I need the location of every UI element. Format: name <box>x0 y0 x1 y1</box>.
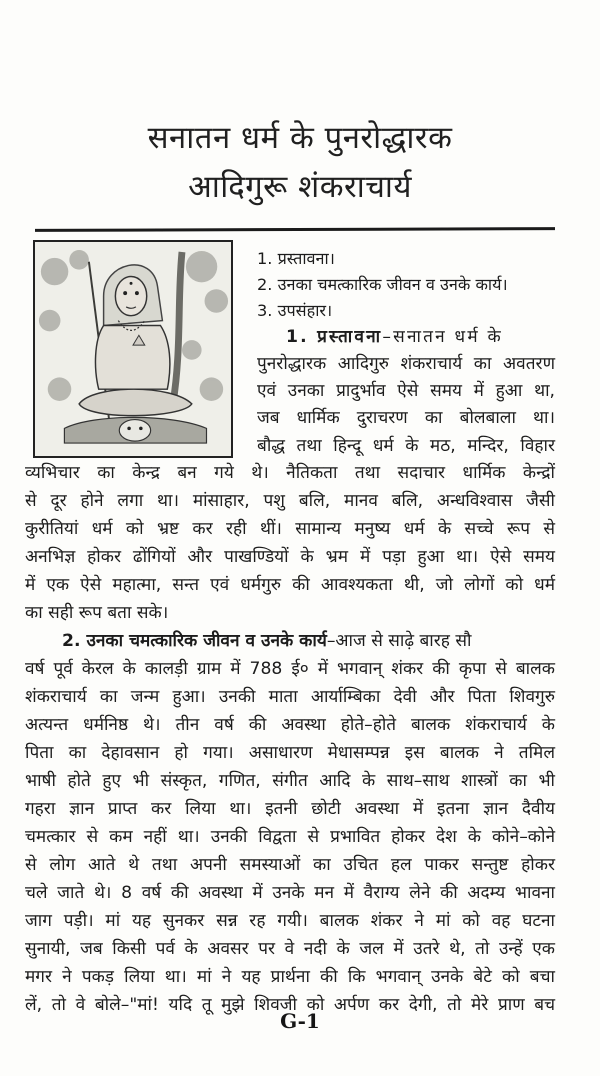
section-2-line: वर्ष पूर्व केरल के कालड़ी ग्राम में 788 ई० में भगवान् शंकर की कृपा से बालक <box>25 659 555 679</box>
section-1-line: बौद्ध तथा हिन्दू धर्म के मठ, मन्दिर, विहार <box>257 436 555 456</box>
chapter-title-line-1: सनातन धर्म के पुनरोद्धारक <box>147 120 453 156</box>
section-1-text: –सनातन धर्म के <box>382 327 503 347</box>
section-1-line: से दूर होने लगा था। मांसाहार, पशु बलि, मानव बलि, अन्धविश्वास जैसी <box>25 491 555 511</box>
section-2-line: सुनायी, जब किसी पर्व के अवसर पर वे नदी के जल में उतरे थे, तो उन्हें एक <box>25 939 555 959</box>
section-1-line: व्यभिचार का केन्द्र बन गये थे। नैतिकता तथा सदाचार धार्मिक केन्द्रों <box>25 463 555 483</box>
section-1-line: पुनरोद्धारक आदिगुरु शंकराचार्य का अवतरण <box>257 354 555 374</box>
chapter-title-line-2: आदिगुरू शंकराचार्य <box>188 169 412 205</box>
page-number: G-1 <box>280 1009 320 1033</box>
section-1-line: में एक ऐसे महात्मा, सन्त एवं धर्मगुरु की आवश्यकता थी, जो लोगों को धर्म <box>25 575 555 595</box>
section-1-heading: 1. प्रस्तावना <box>286 327 383 347</box>
section-2-line: मगर ने पकड़ लिया था। मां ने यह प्रार्थना की कि भगवान् उनके बेटे को बचा <box>25 967 555 987</box>
section-2-line: अत्यन्त धर्मनिष्ठ थे। तीन वर्ष की अवस्था होते–होते बालक शंकराचार्य के <box>25 715 555 735</box>
outline-item-1: 1. प्रस्तावना। <box>257 249 335 268</box>
section-1-line: का सही रूप बता सके। <box>25 603 169 623</box>
section-2-first-line <box>62 630 555 652</box>
portrait-illustration-icon <box>35 242 231 456</box>
section-1-first-line <box>286 326 555 348</box>
section-2-text: –आज से साढ़े बारह सौ <box>326 631 472 651</box>
shankaracharya-portrait <box>33 240 233 458</box>
section-2-line: लें, तो वे बोले–"मां! यदि तू मुझे शिवजी को अर्पण कर देगी, तो मेरे प्राण बच <box>25 995 555 1015</box>
outline-item-3: 3. उपसंहार। <box>257 301 333 320</box>
section-2-heading: 2. उनका चमत्कारिक जीवन व उनके कार्य <box>62 631 327 651</box>
section-2-line: जाग पड़ी। मां यह सुनकर सन्न रह गयी। बालक शंकर ने मां को वह घटना <box>25 911 555 931</box>
section-2-line: भाषी होते हुए भी संस्कृत, गणित, संगीत आदि के साथ–साथ शास्त्रों का भी <box>25 771 555 791</box>
title-divider <box>35 227 555 232</box>
section-2-line: गहरा ज्ञान प्राप्त कर लिया था। इतनी छोटी अवस्था में इतना ज्ञान दैवीय <box>25 799 555 819</box>
section-1-line: अनभिज्ञ होकर ढोंगियों और पाखण्डियों के भ्रम में पड़ा हुआ था। ऐसे समय <box>25 547 555 567</box>
section-2-line: शंकराचार्य का जन्म हुआ। उनकी माता आर्याम्बिका देवी और पिता शिवगुरु <box>25 687 555 707</box>
section-1-line: जब धार्मिक दुराचरण का बोलबाला था। <box>257 408 555 428</box>
section-1-line: कुरीतियां धर्म को भ्रष्ट कर रही थीं। सामान्य मनुष्य धर्म के सच्चे रूप से <box>25 519 555 539</box>
section-1-line: एवं उनका प्रादुर्भाव ऐसे समय में हुआ था, <box>257 381 555 401</box>
section-2-line: चमत्कार से कम नहीं था। उनकी विद्वता से प्रभावित होकर देश के कोने–कोने <box>25 827 555 847</box>
section-2-line: से लोग आते थे तथा अपनी समस्याओं का उचित हल पाकर सन्तुष्ट होकर <box>25 855 555 875</box>
section-2-line: पिता का देहावसान हो गया। असाधारण मेधासम्पन्न इस बालक ने तमिल <box>25 743 555 763</box>
section-2-line: चले जाते थे। 8 वर्ष की अवस्था में उनके मन में वैराग्य लेने की अदम्य भावना <box>25 883 555 903</box>
outline-item-2: 2. उनका चमत्कारिक जीवन व उनके कार्य। <box>257 275 508 294</box>
